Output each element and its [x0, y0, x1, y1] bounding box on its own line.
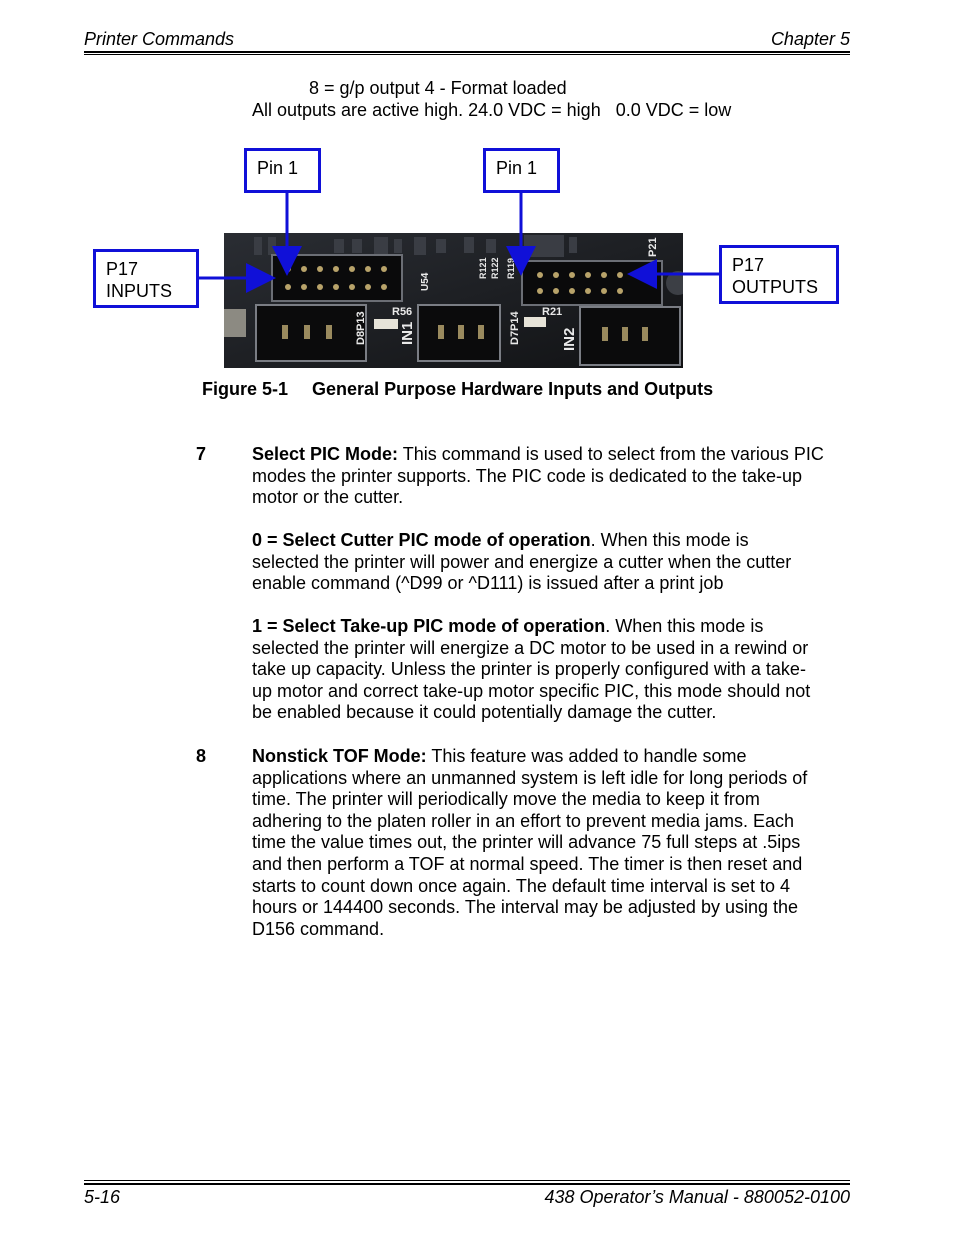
item-7-sub-1-title: 1 = Select Take-up PIC mode of operation: [252, 616, 606, 636]
item-8-number: 8: [196, 746, 207, 766]
item-8-line9: D156 command.: [252, 918, 385, 939]
intro-line-2: All outputs are active high. 24.0 VDC = high 0.0 VDC = low: [252, 100, 732, 120]
item-8-line7: starts to count down once again. The default time interval is set to 4: [252, 875, 790, 896]
item-7-title: Select PIC Mode:: [252, 444, 399, 464]
item-7-sub-0-line1: . When this mode is: [590, 530, 749, 550]
item-7-sub-1-line3: take up capacity. Unless the printer is properly configured with a take-: [252, 659, 806, 680]
item-8-line8: hours or 144400 seconds. The interval may be adjusted by using the: [252, 897, 799, 918]
item-7-sub-1-line4: up motor and correct take-up motor specific PIC, this mode should not: [252, 680, 811, 701]
item-7-sub-0-title: 0 = Select Cutter PIC mode of operation: [252, 530, 591, 550]
callout-p17-inputs-line1: P17: [106, 259, 139, 279]
item-7-sub-1-line5: be enabled because it could potentially damage the cutter.: [252, 702, 717, 723]
page-header-right: Chapter 5: [770, 29, 850, 49]
item-8-line6: and then perform a TOF at normal speed. The timer is then reset and: [252, 853, 803, 874]
item-8-line2: applications where an unmanned system is left idle for long periods of: [252, 767, 808, 788]
callout-p17-outputs-line1: P17: [732, 255, 765, 275]
callout-p17-outputs-line2: OUTPUTS: [732, 277, 819, 297]
silk-r56: R56: [392, 306, 413, 318]
silk-in1: IN1: [399, 321, 416, 345]
callout-pin1-left-label: Pin 1: [257, 158, 299, 178]
item-7-paragraph: [252, 444, 852, 509]
manual-title: 438 Operator’s Manual - 880052-0100: [544, 1187, 850, 1207]
silk-r21: R21: [542, 306, 563, 318]
item-7-line3: motor or the cutter.: [252, 487, 404, 508]
item-8-line5: time the value times out, the printer will advance 75 full steps at .5ips: [252, 832, 801, 853]
silk-p21: P21: [647, 237, 659, 257]
item-7-sub-1-line1: . When this mode is: [605, 616, 764, 636]
callout-p17-inputs-line2: INPUTS: [106, 281, 173, 301]
silk-r122: R122: [490, 257, 500, 279]
callout-arrows: [0, 0, 954, 420]
item-7-sub-1: [252, 616, 852, 724]
item-7-sub-0-line2: selected the printer will power and energize a cutter when the cutter: [252, 551, 792, 572]
item-7-line2: modes the printer supports. The PIC code is dedicated to the take-up: [252, 465, 802, 486]
figure-caption-number: Figure 5-1: [202, 379, 289, 399]
item-7-sub-1-line2: selected the printer will energize a DC motor to be used in a rewind or: [252, 637, 809, 658]
item-8-line4: adhering to the platen roller in an effort to prevent media jams. Each: [252, 810, 794, 831]
intro-line-1: 8 = g/p output 4 - Format loaded: [309, 78, 567, 98]
silk-u54: U54: [420, 272, 431, 291]
item-8-line3: time. The printer will periodically move the media to keep it from: [252, 789, 760, 810]
item-7-line1: This command is used to select from the various PIC: [398, 444, 824, 464]
silk-r121: R121: [478, 257, 488, 279]
item-8-line1: This feature was added to handle some: [426, 746, 747, 766]
page-number: 5-16: [84, 1187, 121, 1207]
silk-r119: R119: [506, 257, 516, 279]
silk-d8p13: D8P13: [355, 311, 367, 345]
footer-rule: [84, 1183, 850, 1185]
item-8-paragraph: [252, 746, 852, 940]
item-7-sub-0: [252, 530, 852, 595]
silk-in2: IN2: [561, 327, 578, 351]
item-7-number: 7: [196, 444, 207, 464]
callout-pin1-right-label: Pin 1: [496, 158, 538, 178]
item-7-sub-0-line3: enable command (^D99 or ^D111) is issued after a print job: [252, 573, 724, 594]
silk-d7p14: D7P14: [509, 311, 521, 345]
figure-caption: [202, 378, 713, 400]
figure-caption-title: General Purpose Hardware Inputs and Outputs: [312, 379, 714, 399]
footer-rule-thin: [84, 1180, 850, 1181]
page-header-left: Printer Commands: [84, 29, 235, 49]
item-8-title: Nonstick TOF Mode:: [252, 746, 427, 766]
